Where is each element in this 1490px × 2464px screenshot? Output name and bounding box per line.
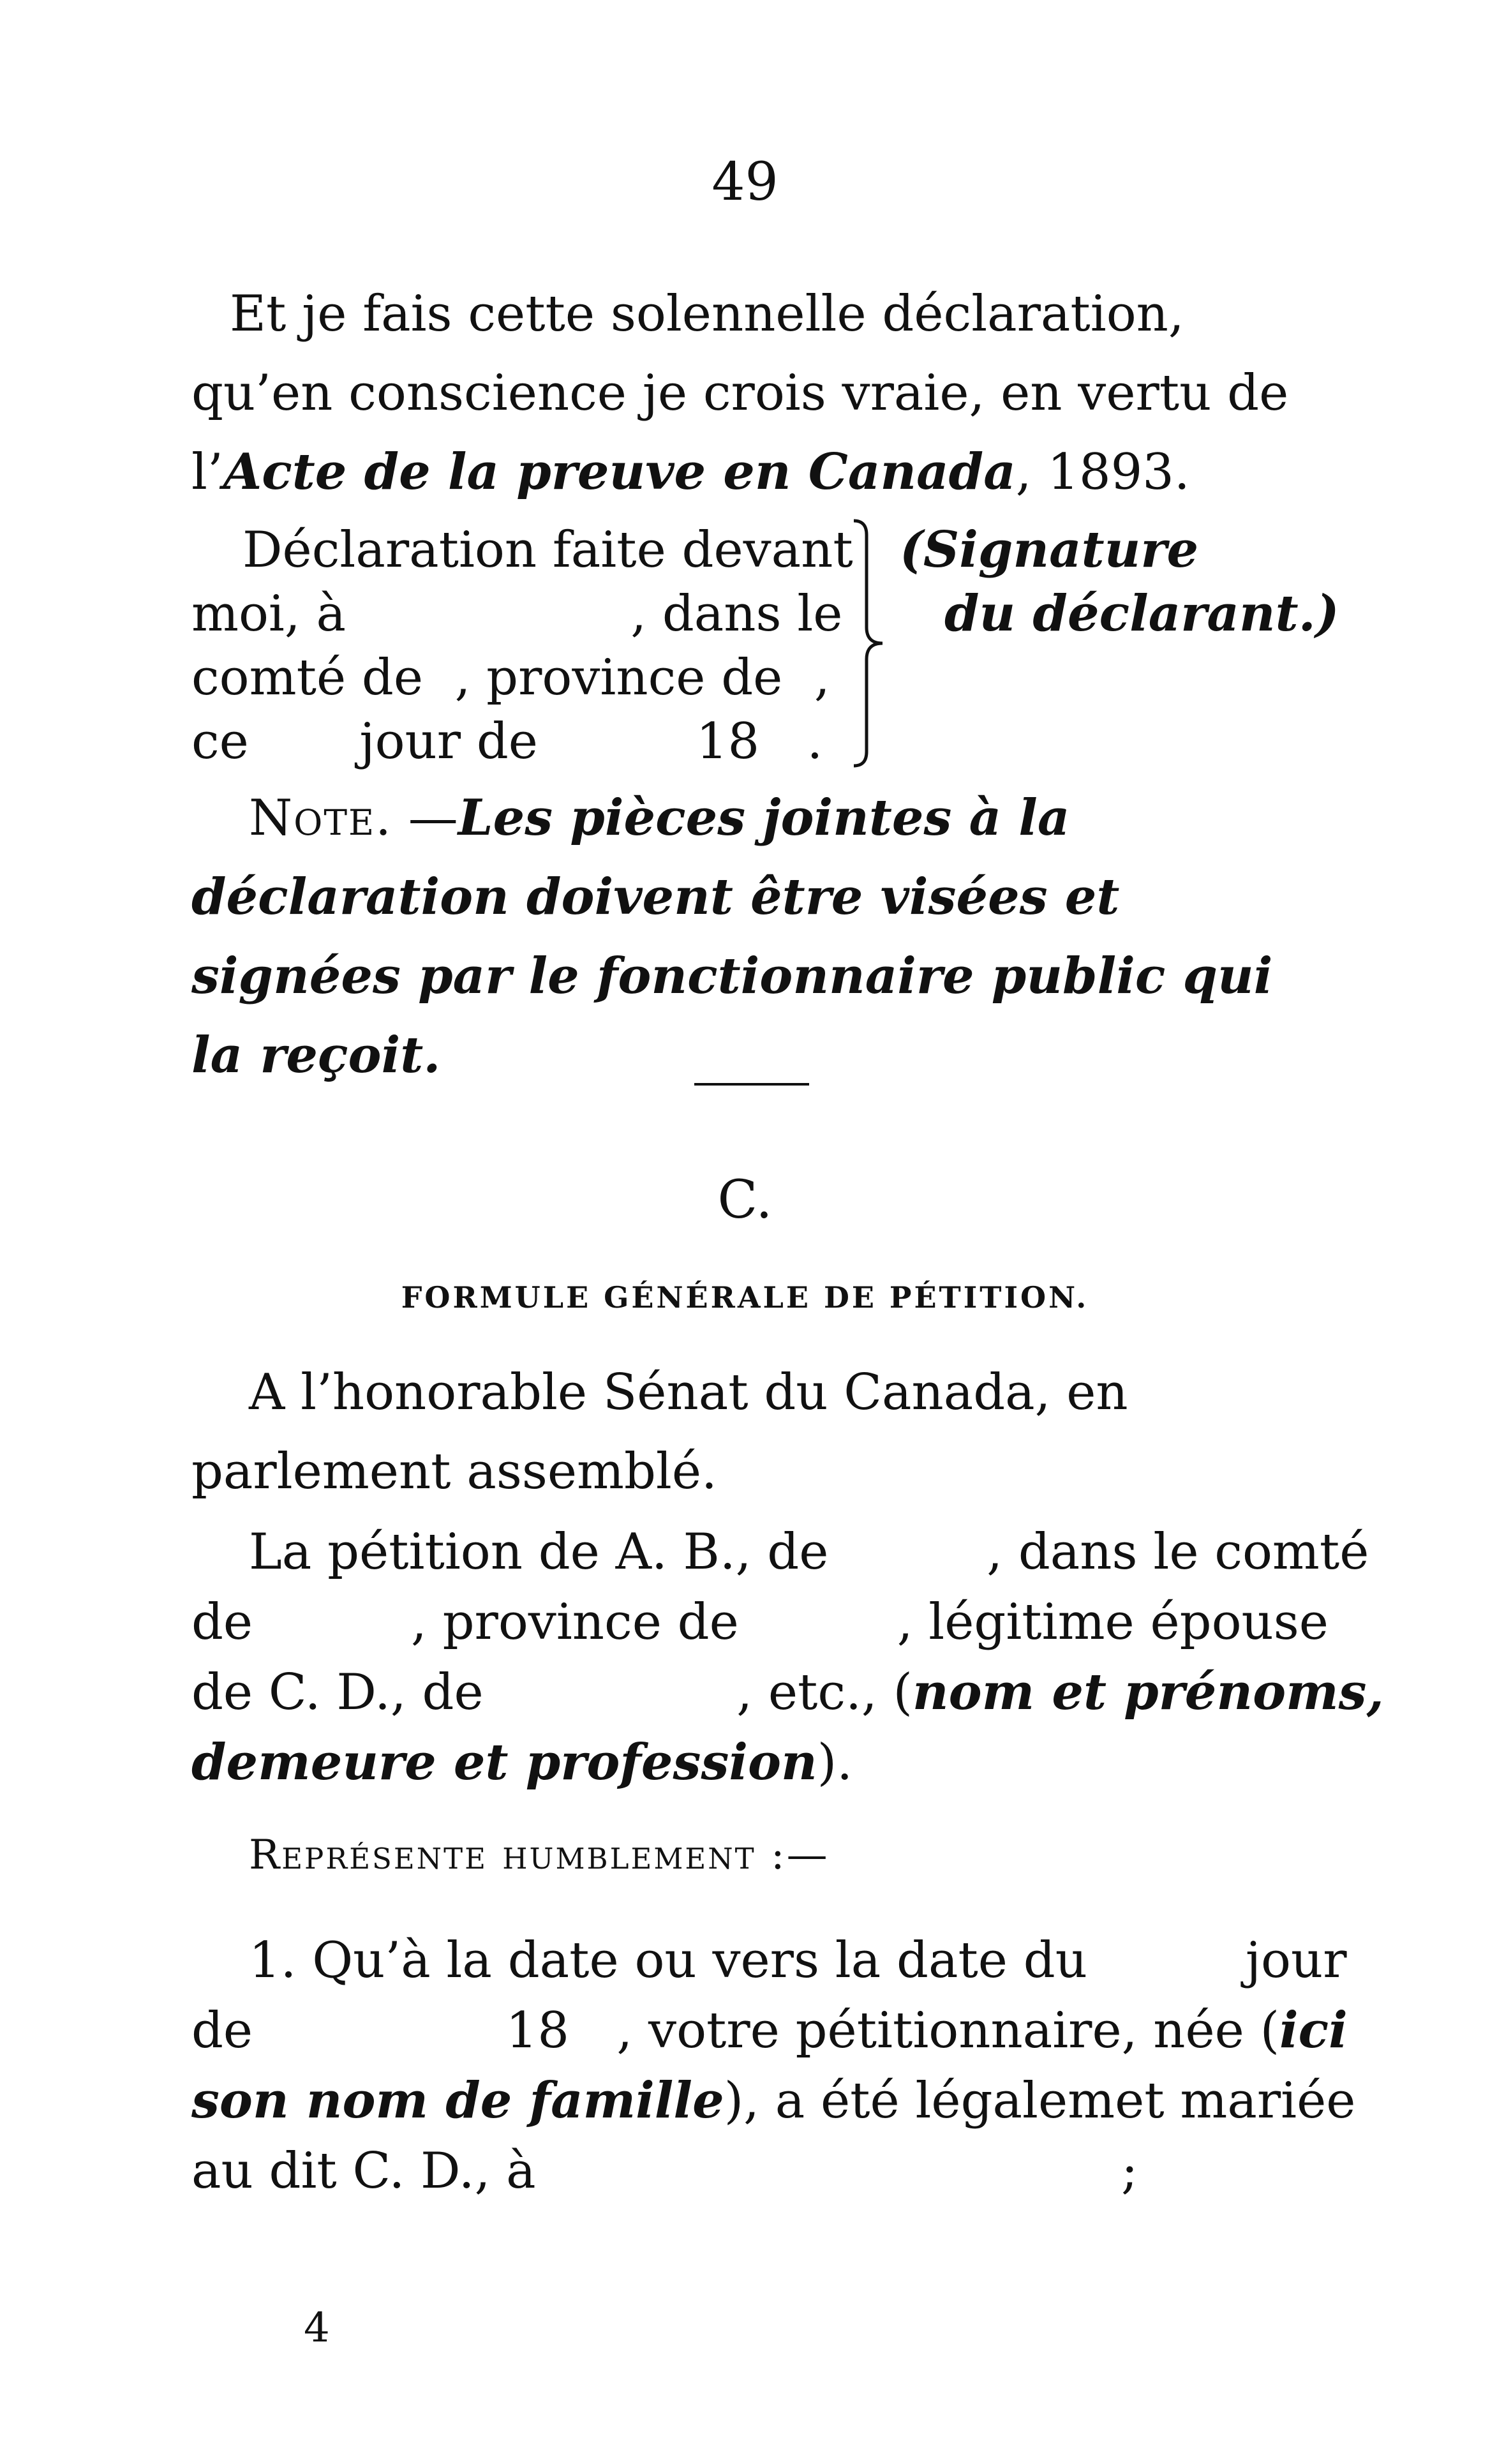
petition-line-3-plain: de C. D., de , etc., ( — [191, 1664, 913, 1721]
petition-line-2: de , province de , légitime épouse — [191, 1594, 1329, 1651]
declaration-paragraph — [191, 274, 1315, 512]
address-paragraph: A l’honorable Sénat du Canada, en parlement assemblé. — [191, 1364, 1128, 1500]
note-paragraph — [191, 779, 1315, 1095]
declaration-row-2: moi, à , dans le — [191, 585, 843, 643]
represente-heading: Représente humblement :— — [249, 1832, 830, 1879]
item-1-line-3-italic: son nom de famille — [191, 2072, 724, 2130]
petition-line-3 — [191, 1653, 1384, 1732]
item-1-line-2 — [191, 1991, 1348, 2070]
petition-line-4 — [191, 1723, 853, 1802]
section-title: FORMULE GÉNÉRALE DE PÉTITION. — [401, 1280, 1089, 1315]
petition-line-1: La pétition de A. B., de , dans le comté — [249, 1523, 1369, 1581]
section-divider — [694, 1083, 809, 1086]
declaration-text-part2: , 1893. — [1015, 444, 1190, 501]
declaration-row-3: comté de , province de , — [191, 649, 830, 706]
note-text: Les pièces jointes à la déclaration doivent être visées et signées par le fonctionnaire public qui la reçoit. — [191, 789, 1273, 1084]
act-title: Acte de la preuve en Canada — [223, 443, 1016, 501]
declaration-row-1: Déclaration faite devant — [242, 521, 853, 579]
item-1-line-4: au dit C. D., à ; — [191, 2142, 1138, 2200]
declaration-text-part1: Et je fais cette solennelle déclaration, qu’en conscience je crois vraie, en vertu de l’ — [191, 285, 1289, 501]
item-1-line-2-plain: de 18 , votre pétitionnaire, née ( — [191, 2002, 1279, 2059]
section-letter: C. — [717, 1170, 773, 1230]
curly-brace-icon — [847, 516, 892, 771]
petition-line-4-plain: ). — [817, 1734, 853, 1791]
item-1-line-1: 1. Qu’à la date ou vers la date du jour — [249, 1932, 1347, 1989]
declarant-label: du déclarant.) — [944, 585, 1339, 643]
item-1-line-3 — [191, 2061, 1355, 2140]
note-dash: — — [392, 789, 458, 847]
signature-mark: 4 — [304, 2304, 330, 2352]
petition-line-4-italic: demeure et profession — [191, 1733, 817, 1791]
declaration-row-4: ce jour de 18 . — [191, 713, 823, 770]
petition-line-3-italic: nom et prénoms, — [912, 1663, 1384, 1721]
page-number: 49 — [711, 152, 779, 213]
item-1-line-2-italic: ici — [1279, 2001, 1348, 2059]
item-1-line-3-plain: ), a été légalemet mariée — [724, 2072, 1356, 2130]
note-label: Note. — [249, 789, 392, 847]
signature-label: (Signature — [900, 521, 1199, 579]
